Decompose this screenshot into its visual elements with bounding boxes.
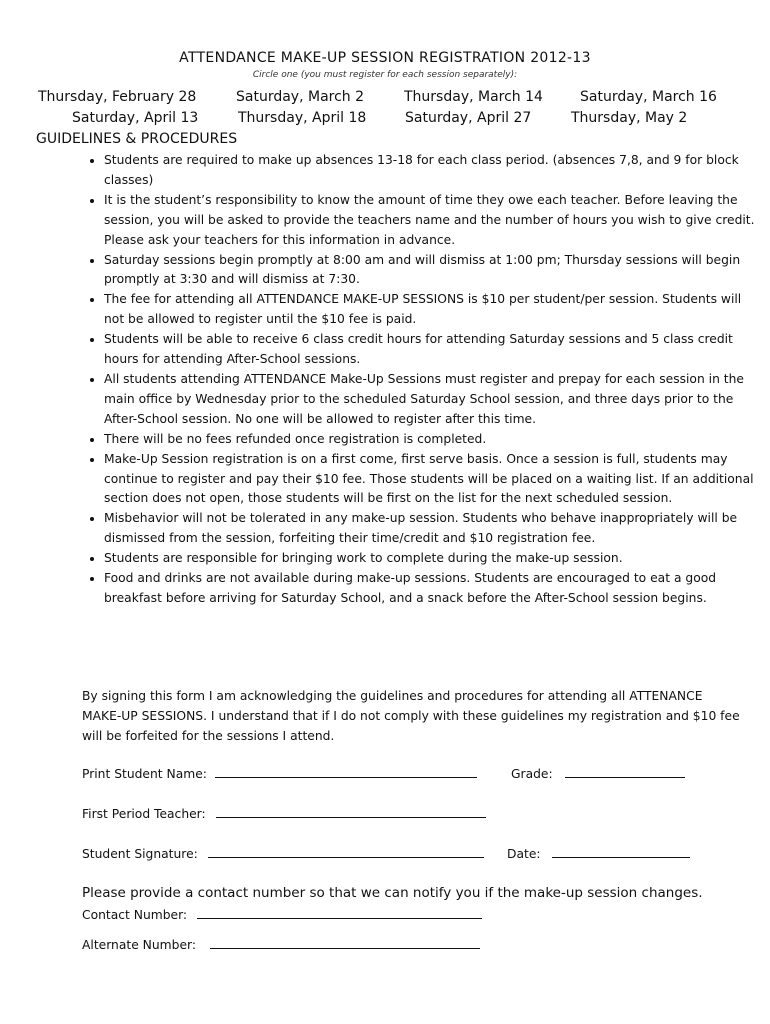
list-item: • Students are responsible for bringing work to complete during the make-up session. <box>104 549 759 569</box>
list-item: • It is the student’s responsibility to know the amount of time they owe each teacher. Before leaving the session, you will be asked to provide the teachers name and the number of hours you wish to give credit. Please ask your teachers for this information in advance. <box>104 191 759 251</box>
session-date-option[interactable]: Saturday, April 13 <box>72 110 199 126</box>
session-date-option[interactable]: Saturday, April 27 <box>405 110 532 126</box>
student-name-input[interactable] <box>215 765 477 778</box>
list-item: • All students attending ATTENDANCE Make-Up Sessions must register and prepay for each session in the main office by Wednesday prior to the scheduled Saturday School session, and three days prior to the After-School session. No one will be allowed to register after this time. <box>104 370 759 430</box>
alternate-number-field <box>82 936 480 952</box>
student-name-label: Print Student Name: <box>82 767 207 781</box>
session-date-option[interactable]: Thursday, May 2 <box>571 110 688 126</box>
list-item: • The fee for attending all ATTENDANCE MAKE-UP SESSIONS is $10 per student/per session. Students will not be allowed to register until the $10 fee is paid. <box>104 290 759 330</box>
grade-field <box>511 765 685 781</box>
session-date-option[interactable]: Thursday, February 28 <box>38 89 197 105</box>
student-name-field <box>82 765 477 781</box>
list-item: • Students are required to make up absences 13-18 for each class period. (absences 7,8, and 9 for block classes) <box>104 151 759 191</box>
alternate-number-label: Alternate Number: <box>82 938 197 952</box>
form-subtitle: Circle one (you must register for each session separately): <box>252 70 518 80</box>
session-date-option[interactable]: Saturday, March 2 <box>236 89 365 105</box>
guidelines-heading: GUIDELINES & PROCEDURES <box>36 131 238 147</box>
first-period-input[interactable] <box>216 805 486 818</box>
session-date-option[interactable]: Thursday, March 14 <box>404 89 543 105</box>
date-field <box>507 845 690 861</box>
list-item: • Saturday sessions begin promptly at 8:00 am and will dismiss at 1:00 pm; Thursday sessions will begin promptly at 3:30 and will dismiss at 7:30. <box>104 251 759 291</box>
signature-field <box>82 845 484 861</box>
signature-input[interactable] <box>208 845 484 858</box>
form-title: ATTENDANCE MAKE-UP SESSION REGISTRATION 2012-13 <box>179 50 591 66</box>
list-item: • Food and drinks are not available during make-up sessions. Students are encouraged to eat a good breakfast before arriving for Saturday School, and a snack before the After-School session begins. <box>104 569 759 609</box>
acknowledgement-text: By signing this form I am acknowledging the guidelines and procedures for attending all ATTENANCE MAKE-UP SESSIONS. I understand that if I do not comply with these guidelines my registration and $10 fee will be forfeited for the sessions I attend. <box>82 689 740 743</box>
first-period-field <box>82 805 486 821</box>
guidelines-list <box>82 151 759 609</box>
contact-number-label: Contact Number: <box>82 908 188 922</box>
session-date-option[interactable]: Thursday, April 18 <box>238 110 367 126</box>
grade-label: Grade: <box>511 767 553 781</box>
date-label: Date: <box>507 847 541 861</box>
contact-note: Please provide a contact number so that we can notify you if the make-up session changes. <box>82 885 703 901</box>
first-period-label: First Period Teacher: <box>82 807 206 821</box>
alternate-number-input[interactable] <box>210 936 480 949</box>
list-item: • Students will be able to receive 6 class credit hours for attending Saturday sessions and 5 class credit hours for attending After-School sessions. <box>104 330 759 370</box>
signature-label: Student Signature: <box>82 847 198 861</box>
date-input[interactable] <box>552 845 690 858</box>
list-item: • There will be no fees refunded once registration is completed. <box>104 430 759 450</box>
contact-number-input[interactable] <box>197 906 482 919</box>
list-item: • Make-Up Session registration is on a first come, first serve basis. Once a session is full, students may continue to register and pay their $10 fee. Those students will be placed on a waiting list. If an additional section does not open, those students will be first on the list for the next scheduled session. <box>104 450 759 510</box>
grade-input[interactable] <box>565 765 685 778</box>
contact-number-field <box>82 906 482 922</box>
session-date-option[interactable]: Saturday, March 16 <box>580 89 717 105</box>
list-item: • Misbehavior will not be tolerated in any make-up session. Students who behave inappropriately will be dismissed from the session, forfeiting their time/credit and $10 registration fee. <box>104 509 759 549</box>
